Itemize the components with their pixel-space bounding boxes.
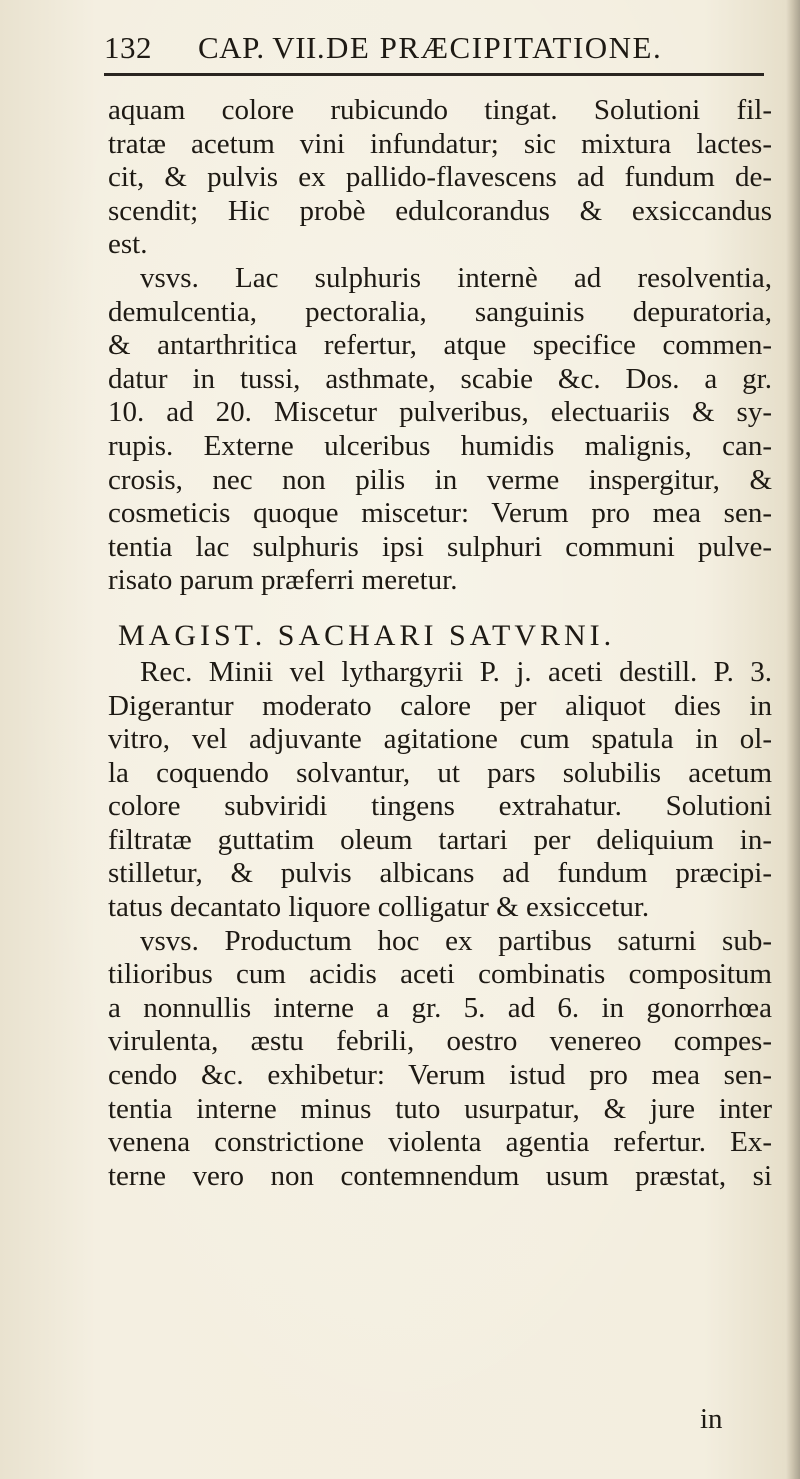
page-spine-shadow bbox=[786, 0, 800, 1479]
paragraph-start-line: Rec. Minii vel lythargyrii P. j. aceti destill. P. 3. bbox=[140, 655, 772, 688]
text-line: virulenta, æstu febrili, oestro venereo compes- bbox=[108, 1025, 772, 1058]
paragraph-start-line: vsvs. Productum hoc ex partibus saturni sub- bbox=[140, 924, 772, 957]
text-line: tatus decantato liquore colligatur & exsiccetur. bbox=[108, 891, 650, 924]
text-line: terne vero non contemnendum usum præstat, si bbox=[108, 1159, 772, 1192]
text-line: vitro, vel adjuvante agitatione cum spatula in ol- bbox=[108, 723, 772, 756]
section-heading: MAGIST. SACHARI SATVRNI. bbox=[118, 618, 616, 652]
text-line: rupis. Externe ulceribus humidis malignis, can- bbox=[108, 429, 772, 462]
text-line: risato parum præferri meretur. bbox=[108, 564, 458, 597]
text-line: datur in tussi, asthmate, scabie &c. Dos. a gr. bbox=[108, 362, 772, 395]
page-number: 132 bbox=[104, 30, 152, 65]
running-header bbox=[104, 30, 764, 70]
text-line: crosis, nec non pilis in verme inspergitur, & bbox=[108, 463, 772, 496]
catchword: in bbox=[700, 1403, 723, 1435]
chapter-title: DE PRÆCIPITATIONE. bbox=[326, 30, 663, 65]
text-line: est. bbox=[108, 228, 148, 261]
text-line: & antarthritica refertur, atque specifice commen- bbox=[108, 329, 772, 362]
text-line: tratæ acetum vini infundatur; sic mixtura lactes- bbox=[108, 127, 772, 160]
text-line: cit, & pulvis ex pallido-flavescens ad fundum de- bbox=[108, 161, 772, 194]
text-line: filtratæ guttatim oleum tartari per deliquium in- bbox=[108, 823, 772, 856]
text-line: 10. ad 20. Miscetur pulveribus, electuariis & sy- bbox=[108, 396, 772, 429]
text-line: Digerantur moderato calore per aliquot dies in bbox=[108, 689, 772, 722]
text-line: a nonnullis interne a gr. 5. ad 6. in gonorrhœa bbox=[108, 991, 772, 1024]
chapter-label: CAP. VII. bbox=[198, 30, 326, 65]
paragraph-start-line: vsvs. Lac sulphuris internè ad resolventia, bbox=[140, 261, 772, 294]
text-line: colore subviridi tingens extrahatur. Solutioni bbox=[108, 790, 772, 823]
text-line: scendit; Hic probè edulcorandus & exsiccandus bbox=[108, 194, 772, 227]
text-line: tentia lac sulphuris ipsi sulphuri communi pulve- bbox=[108, 530, 772, 563]
text-line: venena constrictione violenta agentia refertur. Ex- bbox=[108, 1126, 772, 1159]
text-line: cosmeticis quoque miscetur: Verum pro mea sen- bbox=[108, 497, 772, 530]
text-line: tilioribus cum acidis aceti combinatis compositum bbox=[108, 958, 772, 991]
body-text bbox=[108, 94, 772, 1193]
text-line: demulcentia, pectoralia, sanguinis depuratoria, bbox=[108, 295, 772, 328]
text-line: tentia interne minus tuto usurpatur, & jure inter bbox=[108, 1092, 772, 1125]
text-line: stilletur, & pulvis albicans ad fundum præcipi- bbox=[108, 857, 772, 890]
text-line: aquam colore rubicundo tingat. Solutioni fil- bbox=[108, 94, 772, 126]
text-line: cendo &c. exhibetur: Verum istud pro mea sen- bbox=[108, 1059, 772, 1092]
text-line: la coquendo solvantur, ut pars solubilis acetum bbox=[108, 756, 772, 789]
header-rule bbox=[104, 73, 764, 76]
